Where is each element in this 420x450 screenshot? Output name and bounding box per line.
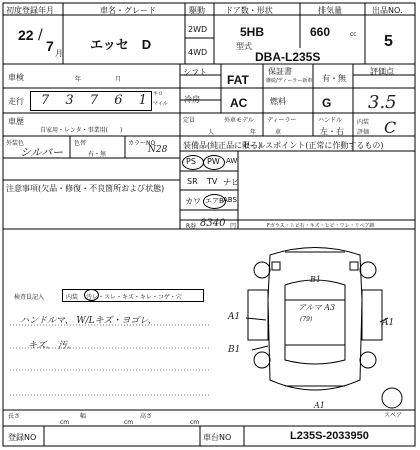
capacity-label: 定員: [183, 117, 196, 124]
cc-unit: cc: [350, 31, 357, 38]
aircon-value: AC: [230, 96, 248, 110]
interior-remarks: 汚レ・スレ・キズ・キレ・コゲ・穴: [86, 294, 182, 301]
shift-value: FAT: [227, 73, 249, 87]
width-unit: cm: [124, 419, 134, 426]
displacement-value: 660: [310, 25, 331, 39]
mileage-label: 走行: [8, 97, 24, 106]
frame-no: L235S-2033950: [290, 430, 369, 442]
car-name-label: 車名・グレード: [100, 6, 156, 15]
width-label: 幅: [80, 413, 87, 420]
fuel-label: 燃料: [270, 97, 286, 106]
frame-no-label: 車台NO: [203, 433, 232, 442]
mile-unit: マイル: [153, 101, 168, 107]
drive-label: 駆動: [189, 6, 205, 15]
notes-label: 注意事項(欠品・修復・不良箇所および状態): [6, 184, 165, 193]
color-no-label: カラーNO: [128, 140, 156, 147]
capacity-unit: 人: [208, 129, 215, 136]
odometer-digits: 7 3 7 6 1: [41, 93, 153, 108]
equip-abs: ABS: [223, 196, 237, 204]
reg-month: 7: [46, 38, 54, 54]
equip-tv: TV: [207, 177, 218, 186]
equip-airbag: エアB: [205, 197, 224, 205]
mark-rear: A1: [314, 401, 325, 410]
interior-remark-label: 内装: [66, 294, 79, 301]
height-unit: cm: [190, 419, 200, 426]
spare-label: スペア: [384, 412, 403, 419]
sales-point-label: セールスポイント(正常に作動するもの): [242, 141, 384, 150]
aircon-label: 冷房: [184, 95, 200, 104]
dealer-label: ディーラー: [267, 117, 297, 124]
history-sub: 自家用・レンタ・事業用( ): [40, 127, 123, 134]
equip-ps: PS: [186, 157, 196, 166]
note-line-2: キズ、 汚、: [28, 341, 76, 351]
door-type: 5HB: [240, 25, 265, 39]
exterior-label: 外装色: [6, 140, 25, 147]
history-label: 車歴: [8, 117, 24, 126]
score-label: 評価点: [370, 67, 394, 76]
overall-score: 3.5: [368, 92, 397, 113]
inspector-label: 検査員記入: [14, 294, 45, 301]
lot-number: 5: [384, 33, 393, 50]
lot-label: 出品NO.: [372, 6, 403, 15]
equip-aw: AW: [226, 157, 238, 165]
inspection-label: 車検: [8, 73, 24, 82]
fuel-value: G: [322, 96, 332, 110]
length-unit: cm: [60, 419, 70, 426]
mark-hood-sub: (79): [300, 316, 313, 323]
interior-label: 内装: [357, 119, 370, 126]
note-line-1: ハンドルマ、 W/Lキズ・ヨゴレ、: [20, 316, 157, 326]
door-label: ドア数・形状: [225, 6, 273, 15]
interior-score: C: [384, 118, 397, 137]
km-unit: キロ: [153, 91, 164, 97]
model-year-label: 外車モデル: [224, 117, 254, 124]
color-change-label: 色替: [74, 140, 87, 147]
color-no-value: N28: [148, 145, 168, 155]
month-unit: 月: [55, 49, 63, 58]
reg-year: 22: [18, 27, 34, 43]
inspection-month: 月: [115, 76, 122, 83]
model-year-unit: 年: [250, 129, 257, 136]
mark-left: A1: [228, 312, 241, 322]
color-change-value: 有・無: [88, 151, 107, 158]
mark-hood: アルマ A3: [298, 303, 336, 312]
r-ticket-value: 8340: [200, 218, 226, 229]
height-label: 高さ: [140, 413, 153, 420]
exterior-value: シルバー: [20, 146, 63, 159]
displacement-label: 排気量: [318, 6, 342, 15]
handle-label: ハンドル: [318, 117, 343, 124]
warranty-label: 保証書: [268, 67, 292, 76]
length-label: 長さ: [8, 413, 21, 420]
dealer-sub: 車: [275, 129, 282, 136]
warranty-sub: 継続/ディーラー新車: [266, 78, 313, 84]
reg-no-label: 登録NO: [8, 433, 37, 442]
shift-label: シフト: [183, 68, 207, 77]
type-code: DBA-L235S: [255, 50, 321, 64]
r-ticket-unit: 円: [230, 223, 237, 230]
reg-sep: /: [38, 27, 43, 43]
equip-sr: SR: [187, 177, 198, 186]
r-ticket-label: R券: [186, 223, 197, 230]
mark-left-lower: B1: [228, 345, 241, 355]
drive-4wd: 4WD: [188, 48, 208, 57]
inspection-year: 年: [75, 76, 82, 83]
drive-2wd: 2WD: [188, 25, 208, 34]
equip-pw: PW: [207, 157, 220, 166]
handle-value: 左・右: [320, 127, 344, 136]
type-label: 型式: [236, 42, 252, 51]
warranty-value: 有・無: [322, 74, 346, 83]
equipment-label: 装備品(純正品に限る): [183, 141, 262, 150]
interior-sub: 評価: [357, 129, 370, 136]
glass-options: Fガラス・トビ石・キズ・ヒビ・ワレ・リペア跡: [267, 223, 375, 229]
mark-right: A1: [382, 318, 395, 328]
equip-leather: カワ: [185, 197, 201, 206]
mark-front: B1: [310, 275, 321, 284]
equip-navi: ナビ: [223, 178, 239, 187]
first-registration-label: 初度登録年月: [6, 6, 54, 15]
model-name: エッセ D: [90, 37, 152, 52]
